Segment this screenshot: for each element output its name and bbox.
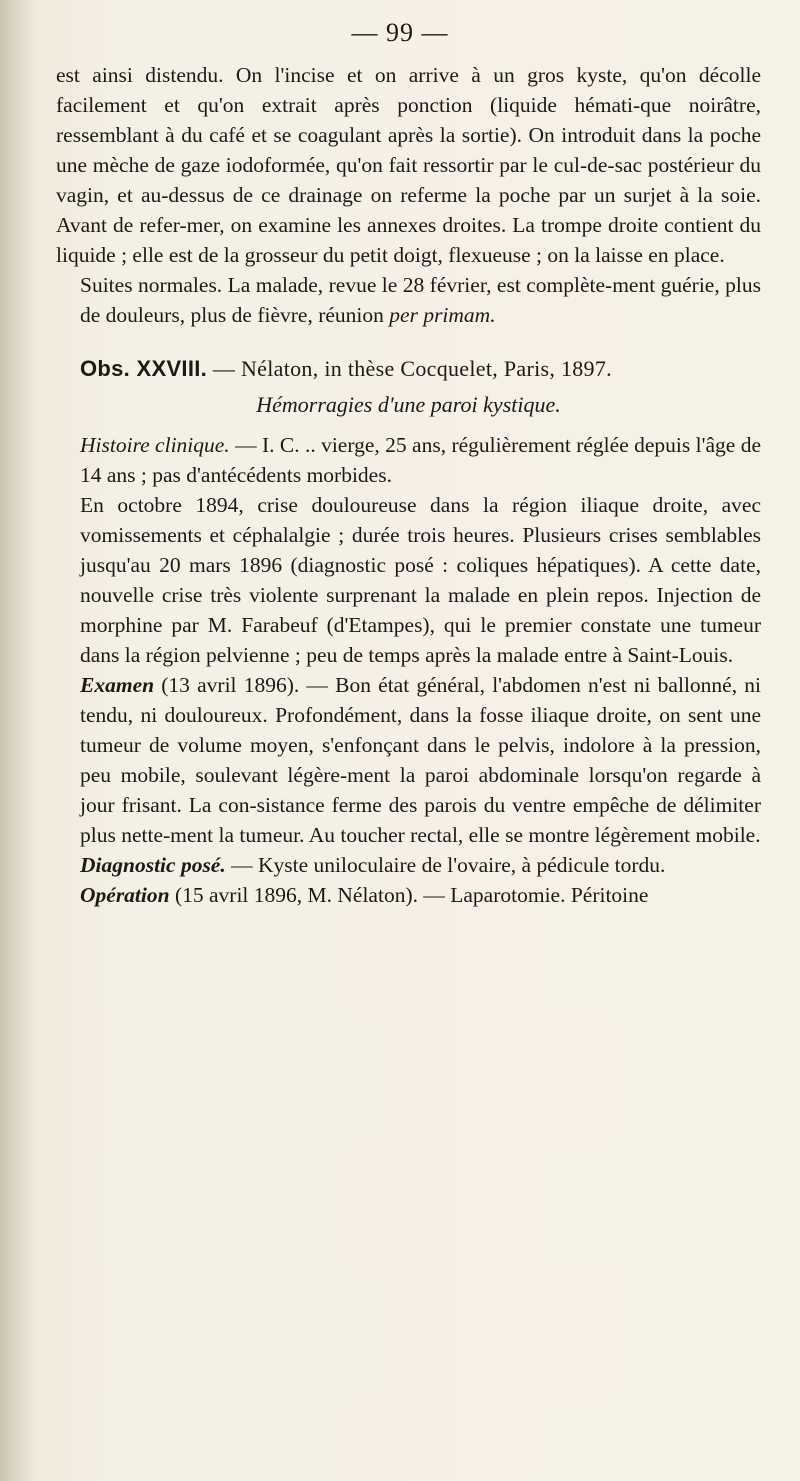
per-primam-text: per primam. — [389, 303, 496, 327]
binding-shadow — [0, 0, 34, 1481]
paragraph-examen — [56, 670, 761, 850]
paragraph-histoire — [56, 430, 761, 490]
operation-label: Opération — [80, 883, 170, 907]
observation-heading — [56, 354, 761, 384]
observation-subtitle: Hémorragies d'une paroi kystique. — [256, 392, 561, 417]
diagnostic-label: Diagnostic posé. — [80, 853, 226, 877]
paragraph-crises: En octobre 1894, crise douloureuse dans la région iliaque droite, avec vomissements et céphalalgie ; durée trois heures. Plusieurs crises semblables jusqu'au 20 mars 1896 (diagnostic posé : coliques hépatiques). A cette date, nouvelle crise très violente surprenant la malade en plein repos. Injection de morphine par M. Farabeuf (d'Etampes), qui le premier constate une tumeur dans la région pelvienne ; peu de temps après la malade entre à Saint-Louis. — [80, 493, 761, 667]
operation-text: (15 avril 1896, M. Nélaton). — Laparotomie. Péritoine — [169, 883, 649, 907]
paragraph-operation-description: est ainsi distendu. On l'incise et on arrive à un gros kyste, qu'on décolle facilement et qu'on extrait après ponction (liquide hémati-que noirâtre, ressemblant à du café et se coagulant après la sortie). On introduit dans la poche une mèche de gaze iodoformée, qu'on fait ressortir par le cul-de-sac postérieur du vagin, et au-dessus de ce drainage on referme la poche par un surjet à la soie. Avant de refer-mer, on examine les annexes droites. La trompe droite contient du liquide ; elle est de la grosseur du petit doigt, flexueuse ; on la laisse en place. — [56, 63, 761, 267]
diagnostic-text: — Kyste uniloculaire de l'ovaire, à pédicule tordu. — [225, 853, 666, 877]
paragraph-operation — [56, 880, 761, 910]
observation-source: — Nélaton, in thèse Cocquelet, Paris, 1897. — [207, 356, 612, 381]
paragraph-suites — [56, 270, 761, 330]
page-number: — 99 — — [351, 18, 449, 47]
page-body — [56, 60, 761, 910]
examen-text: (13 avril 1896). — Bon état général, l'abdomen n'est ni ballonné, ni tendu, ni douloureux. Profondément, dans la fosse iliaque droite, on sent une tumeur de volume moyen, s'enfonçant dans le pelvis, indolore à la pression, peu mobile, soulevant légère-ment la paroi abdominale lorsqu'on regarde à jour frisant. La con-sistance ferme des parois du ventre empêche de délimiter plus nette-ment la tumeur. Au toucher rectal, elle se montre légèrement mobile. — [80, 673, 761, 847]
suites-text: Suites normales. La malade, revue le 28 février, est complète-ment guérie, plus de douleurs, plus de fièvre, réunion — [80, 273, 761, 327]
paragraph-diagnostic — [56, 850, 761, 880]
histoire-text: — I. C. .. vierge, 25 ans, régulièrement réglée depuis l'âge de 14 ans ; pas d'antécédents morbides. — [80, 433, 761, 487]
observation-label: Obs. XXVIII. — [80, 356, 208, 381]
histoire-label: Histoire clinique. — [80, 433, 230, 457]
examen-label: Examen — [80, 673, 155, 697]
